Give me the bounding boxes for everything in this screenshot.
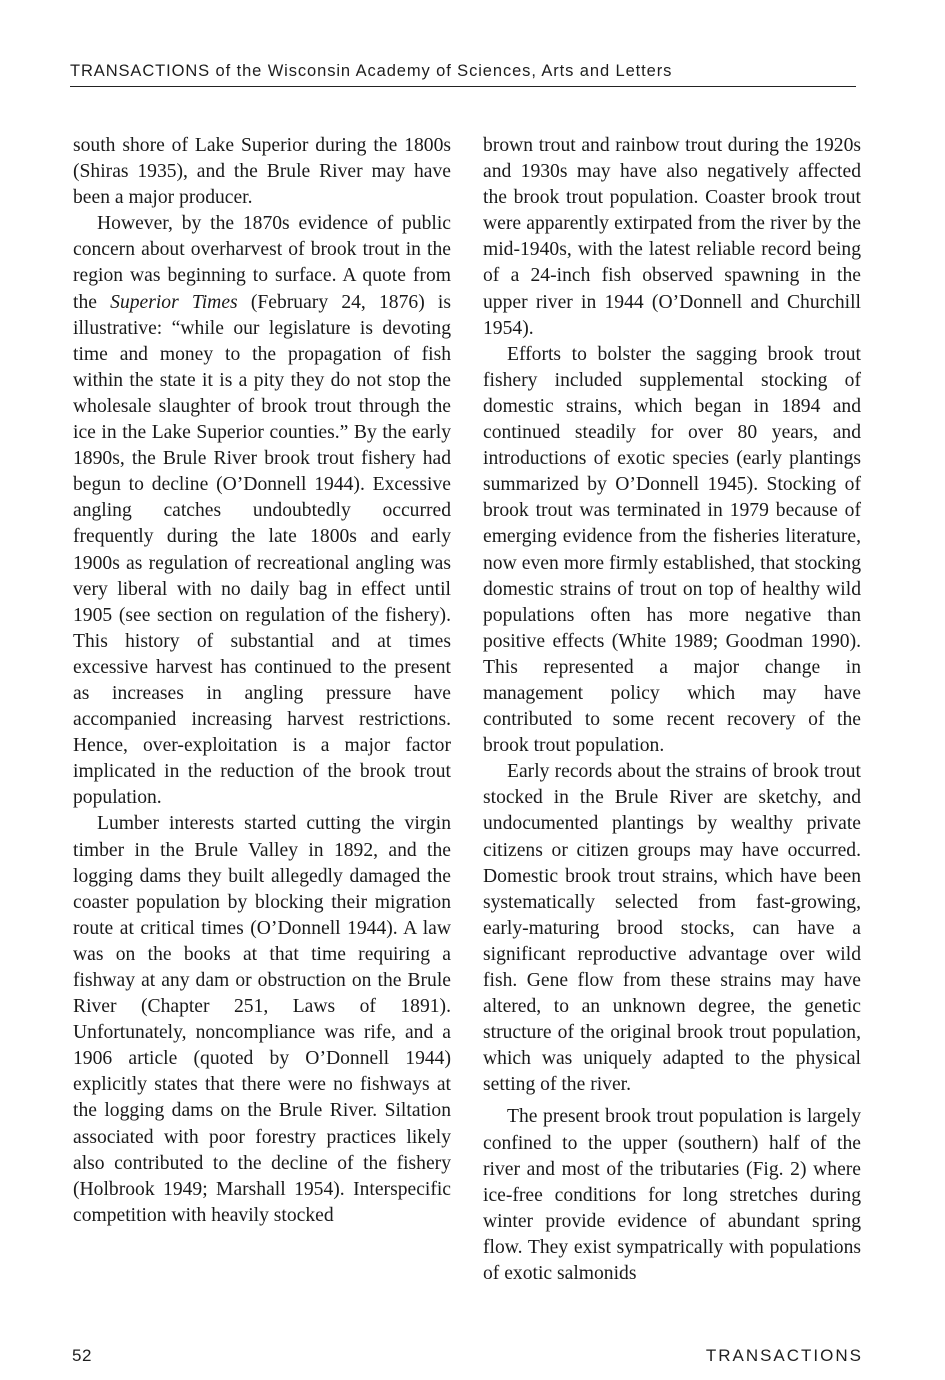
left-column (73, 133, 451, 1229)
right-paragraph-4: The present brook trout population is largely confined to the upper (southern) half of the river and most of the tributaries (Fig. 2) where ice-free conditions for long stretches during winter provide evidence of abundant spring flow. They exist sympatrically with populations of exotic salmonids (483, 1106, 861, 1285)
page-number: 52 (72, 1346, 93, 1365)
left-paragraph-2-part-b: (February 24, 1876) is illustrative: “while our legislature is devoting time and money to the propagation of fish within the state it is a pity they do not stop the wholesale slaughter of brook trout through the ice in the Lake Superior counties.” By the early 1890s, the Brule River brook trout fishery had begun to decline (O’Donnell 1944). Excessive angling catches undoubtedly occurred frequently during the late 1800s and early 1900s as regulation of recreational angling was very liberal with no daily bag in effect until 1905 (see section on regulation of the fishery). This history of substantial and at times excessive harvest has continued to the present as increases in angling pressure have accompanied increasing harvest restrictions. Hence, over-exploitation is a major factor implicated in the reduction of the brook trout population. (73, 291, 451, 809)
running-header: TRANSACTIONS of the Wisconsin Academy of Sciences, Arts and Letters (70, 62, 673, 80)
right-paragraph-2: Efforts to bolster the sagging brook trout fishery included supplemental stocking of domestic strains, which began in 1894 and continued steadily for over 80 years, and introductions of exotic species (early plantings summarized by O’Donnell 1945). Stocking of brook trout was terminated in 1979 because of emerging evidence from the fisheries literature, now even more firmly established, that stocking domestic strains of trout on top of healthy wild populations often has more negative than positive effects (White 1989; Goodman 1990). This represented a major change in management policy which may have contributed to some recent recovery of the brook trout population. (483, 343, 861, 757)
left-paragraph-2-part-a: However, by the 1870s evidence of public concern about overharvest of brook trout in the region was beginning to surface. A quote from the (73, 213, 451, 313)
left-paragraph-2 (73, 211, 451, 811)
right-column (483, 133, 861, 1287)
footer-journal-name: TRANSACTIONS (705, 1346, 863, 1365)
newspaper-title: Superior Times (110, 291, 238, 313)
left-paragraph-3: Lumber interests started cutting the virgin timber in the Brule Valley in 1892, and the logging dams they built allegedly damaged the coaster population by blocking their migration route at critical times (O’Donnell 1944). A law was on the books at that time requiring a fishway at any dam or obstruction on the Brule River (Chapter 251, Laws of 1891). Unfortunately, noncompliance was rife, and a 1906 article (quoted by O’Donnell 1944) explicitly states that there were no fishways at the logging dams on the Brule River. Siltation associated with poor forestry practices likely also contributed to the decline of the fishery (Holbrook 1949; Marshall 1954). Interspecific competition with heavily stocked (73, 813, 451, 1226)
right-paragraph-1: brown trout and rainbow trout during the 1920s and 1930s may have also negatively affected the brook trout population. Coaster brook trout were apparently extirpated from the river by the mid-1940s, with the latest reliable record being of a 24-inch fish observed spawning in the upper river in 1944 (O’Donnell and Churchill 1954). (483, 135, 861, 339)
right-paragraph-3: Early records about the strains of brook trout stocked in the Brule River are sketchy, and undocumented plantings by wealthy private citizens or citizen groups may have occurred. Domestic brook trout strains, which have been systematically selected from fast-growing, early-maturing brood stocks, can have a significant reproductive advantage over wild fish. Gene flow from these strains may have altered, to an unknown degree, the genetic structure of the original brook trout population, which was uniquely adapted to the physical setting of the river. (483, 761, 861, 1096)
left-paragraph-1: south shore of Lake Superior during the 1800s (Shiras 1935), and the Brule River may have been a major producer. (73, 135, 451, 209)
header-rule (70, 86, 856, 87)
